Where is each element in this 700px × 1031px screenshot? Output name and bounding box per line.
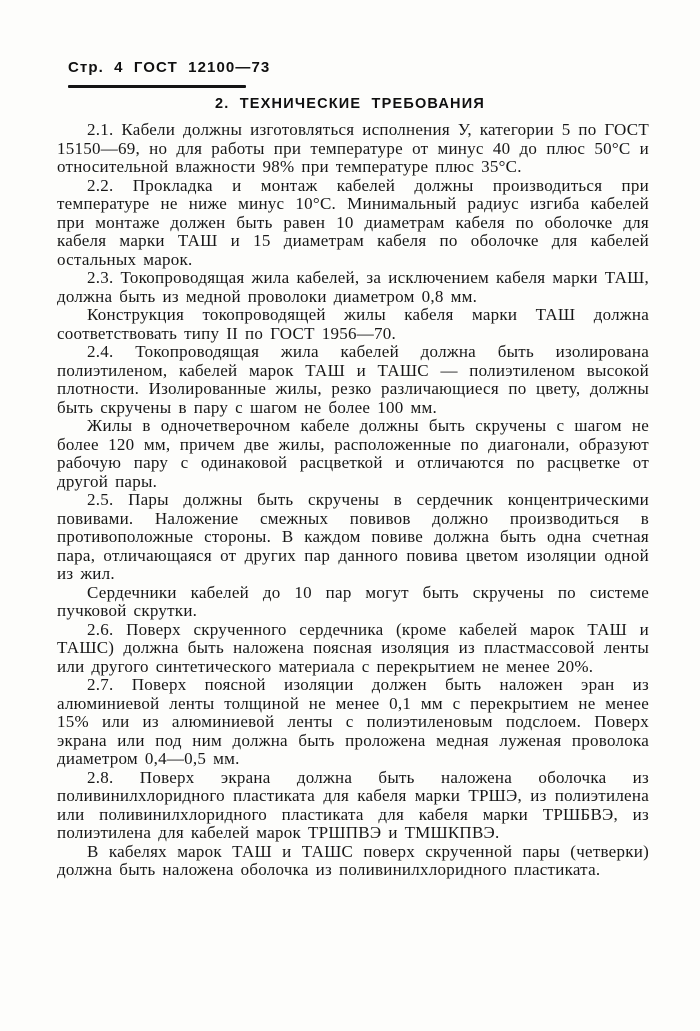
paragraph: 2.4. Токопроводящая жила кабелей должна быть изолирована полиэтиленом, кабелей марок ТАШ и ТАШС — полиэтиленом высокой плотности. Изолированные жилы, резко различающиеся по цвету, должны быть скручены в пару с шагом не более 100 мм. (57, 342, 649, 417)
header-rule (68, 85, 246, 88)
page-header: Стр. 4 ГОСТ 12100—73 (68, 59, 271, 76)
document-body (57, 121, 649, 880)
paragraph: 2.6. Поверх скрученного сердечника (кроме кабелей марок ТАШ и ТАШС) должна быть наложена поясная изоляция из пластмассовой ленты или другого синтетического материала с перекрытием не менее 20%. (57, 619, 649, 676)
paragraph: 2.1. Кабели должны изготовляться исполнения У, категории 5 по ГОСТ 15150—69, но для работы при температуре от минус 40 до плюс 50°С и относительной влажности 98% при температуре плюс 35°С. (57, 120, 649, 176)
section-heading: 2. ТЕХНИЧЕСКИЕ ТРЕБОВАНИЯ (215, 96, 485, 112)
paragraph: В кабелях марок ТАШ и ТАШС поверх скрученной пары (четверки) должна быть наложена оболочка из поливинилхлоридного пластиката. (57, 841, 649, 879)
paragraph: Сердечники кабелей до 10 пар могут быть скручены по системе пучковой скрутки. (57, 582, 649, 620)
paragraph: 2.8. Поверх экрана должна быть наложена оболочка из поливинилхлоридного пластиката для кабеля марки ТРШЭ, из полиэтилена или поливинилхлоридного пластиката для кабеля марки ТРШБВЭ, из полиэтилена для кабелей марок ТРШПВЭ и ТМШКПВЭ. (57, 767, 649, 842)
paragraph: Конструкция токопроводящей жилы кабеля марки ТАШ должна соответствовать типу II по ГОСТ 1956—70. (57, 305, 649, 343)
paragraph: 2.3. Токопроводящая жила кабелей, за исключением кабеля марки ТАШ, должна быть из медной проволоки диаметром 0,8 мм. (57, 268, 649, 306)
paragraph: 2.5. Пары должны быть скручены в сердечник концентрическими повивами. Наложение смежных повивов должно производиться в противоположные стороны. В каждом повиве должна быть одна счетная пара, отличающаяся от других пар данного повива цветом изоляции одной из жил. (57, 490, 649, 583)
paragraph: Жилы в одночетверочном кабеле должны быть скручены с шагом не более 120 мм, причем две жилы, расположенные по диагонали, образуют рабочую пару с одинаковой расцветкой и отличаются по расцветке от другой пары. (57, 416, 649, 491)
paragraph: 2.2. Прокладка и монтаж кабелей должны производиться при температуре не ниже минус 10°С. Минимальный радиус изгиба кабелей при монтаже должен быть равен 10 диаметрам кабеля по оболочке для кабеля марки ТАШ и 15 диаметрам кабеля по оболочке для кабелей остальных марок. (57, 175, 649, 269)
paragraph: 2.7. Поверх поясной изоляции должен быть наложен эран из алюминиевой ленты толщиной не менее 0,1 мм с перекрытием не менее 15% или из алюминиевой ленты с полиэтиленовым подслоем. Поверх экрана или под ним должна быть проложена медная луженая проволока диаметром 0,4—0,5 мм. (57, 675, 649, 768)
